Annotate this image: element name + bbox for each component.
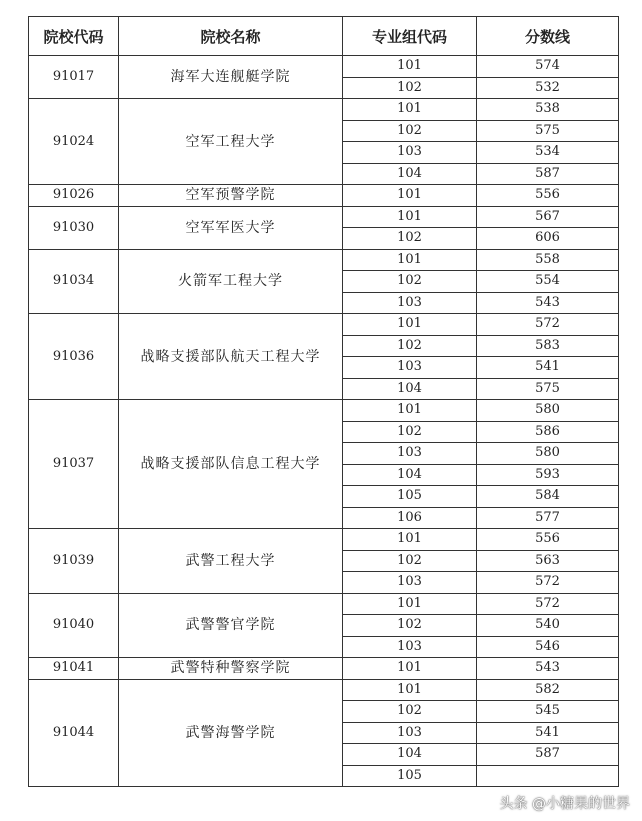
table-row <box>29 185 619 207</box>
table-row <box>29 56 619 78</box>
group-code-cell: 101 <box>343 206 477 228</box>
score-cell: 556 <box>477 529 619 551</box>
school-code-cell: 91039 <box>29 529 119 594</box>
school-code-cell: 91024 <box>29 99 119 185</box>
school-name-cell: 海军大连舰艇学院 <box>119 56 343 99</box>
school-code-cell: 91040 <box>29 593 119 658</box>
table-row <box>29 206 619 228</box>
score-cell: 538 <box>477 99 619 121</box>
score-cell: 574 <box>477 56 619 78</box>
header-group-code: 专业组代码 <box>343 17 477 56</box>
score-cell: 563 <box>477 550 619 572</box>
group-code-cell: 101 <box>343 314 477 336</box>
score-cell: 534 <box>477 142 619 164</box>
score-cell: 572 <box>477 314 619 336</box>
school-code-cell: 91030 <box>29 206 119 249</box>
school-name-cell: 空军工程大学 <box>119 99 343 185</box>
group-code-cell: 101 <box>343 658 477 680</box>
score-cell: 584 <box>477 486 619 508</box>
group-code-cell: 102 <box>343 550 477 572</box>
school-name-cell: 空军预警学院 <box>119 185 343 207</box>
group-code-cell: 101 <box>343 400 477 422</box>
header-school-name: 院校名称 <box>119 17 343 56</box>
table-row <box>29 314 619 336</box>
score-cell: 606 <box>477 228 619 250</box>
school-name-cell: 火箭军工程大学 <box>119 249 343 314</box>
school-code-cell: 91034 <box>29 249 119 314</box>
group-code-cell: 102 <box>343 701 477 723</box>
score-cell: 540 <box>477 615 619 637</box>
score-cell: 532 <box>477 77 619 99</box>
school-name-cell: 武警警官学院 <box>119 593 343 658</box>
group-code-cell: 104 <box>343 378 477 400</box>
school-name-cell: 空军军医大学 <box>119 206 343 249</box>
school-name-cell: 武警海警学院 <box>119 679 343 787</box>
header-score-line: 分数线 <box>477 17 619 56</box>
school-code-cell: 91036 <box>29 314 119 400</box>
table-row <box>29 529 619 551</box>
score-cell: 546 <box>477 636 619 658</box>
group-code-cell: 102 <box>343 421 477 443</box>
score-cell <box>477 765 619 787</box>
score-cell: 572 <box>477 572 619 594</box>
group-code-cell: 105 <box>343 765 477 787</box>
score-cell: 593 <box>477 464 619 486</box>
score-cell: 541 <box>477 722 619 744</box>
score-cell: 587 <box>477 163 619 185</box>
group-code-cell: 106 <box>343 507 477 529</box>
score-cell: 554 <box>477 271 619 293</box>
group-code-cell: 102 <box>343 77 477 99</box>
table-header <box>29 17 619 56</box>
group-code-cell: 101 <box>343 593 477 615</box>
score-cell: 572 <box>477 593 619 615</box>
group-code-cell: 104 <box>343 464 477 486</box>
score-cell: 556 <box>477 185 619 207</box>
table-row <box>29 658 619 680</box>
score-cell: 575 <box>477 120 619 142</box>
group-code-cell: 104 <box>343 163 477 185</box>
group-code-cell: 103 <box>343 722 477 744</box>
group-code-cell: 101 <box>343 529 477 551</box>
school-name-cell: 战略支援部队航天工程大学 <box>119 314 343 400</box>
group-code-cell: 101 <box>343 99 477 121</box>
school-code-cell: 91041 <box>29 658 119 680</box>
score-cell: 580 <box>477 443 619 465</box>
score-cell: 575 <box>477 378 619 400</box>
score-cell: 545 <box>477 701 619 723</box>
score-cell: 541 <box>477 357 619 379</box>
group-code-cell: 102 <box>343 120 477 142</box>
school-name-cell: 武警工程大学 <box>119 529 343 594</box>
score-cell: 586 <box>477 421 619 443</box>
group-code-cell: 103 <box>343 292 477 314</box>
school-name-cell: 武警特种警察学院 <box>119 658 343 680</box>
group-code-cell: 101 <box>343 679 477 701</box>
score-table <box>28 16 619 787</box>
school-code-cell: 91037 <box>29 400 119 529</box>
school-code-cell: 91026 <box>29 185 119 207</box>
header-school-code: 院校代码 <box>29 17 119 56</box>
group-code-cell: 103 <box>343 572 477 594</box>
group-code-cell: 102 <box>343 271 477 293</box>
header-row <box>29 17 619 56</box>
group-code-cell: 105 <box>343 486 477 508</box>
group-code-cell: 104 <box>343 744 477 766</box>
group-code-cell: 102 <box>343 228 477 250</box>
table-row <box>29 679 619 701</box>
group-code-cell: 102 <box>343 615 477 637</box>
score-cell: 577 <box>477 507 619 529</box>
score-cell: 543 <box>477 292 619 314</box>
group-code-cell: 101 <box>343 249 477 271</box>
group-code-cell: 103 <box>343 636 477 658</box>
school-code-cell: 91017 <box>29 56 119 99</box>
group-code-cell: 103 <box>343 357 477 379</box>
score-cell: 567 <box>477 206 619 228</box>
group-code-cell: 103 <box>343 142 477 164</box>
group-code-cell: 102 <box>343 335 477 357</box>
group-code-cell: 103 <box>343 443 477 465</box>
score-cell: 580 <box>477 400 619 422</box>
group-code-cell: 101 <box>343 56 477 78</box>
score-cell: 587 <box>477 744 619 766</box>
school-name-cell: 战略支援部队信息工程大学 <box>119 400 343 529</box>
score-cell: 582 <box>477 679 619 701</box>
table-row <box>29 593 619 615</box>
score-cell: 558 <box>477 249 619 271</box>
score-cell: 583 <box>477 335 619 357</box>
table-row <box>29 99 619 121</box>
watermark: 头条 @小糖果的世界 <box>499 796 630 812</box>
table-row <box>29 249 619 271</box>
table-body <box>29 56 619 787</box>
table-row <box>29 400 619 422</box>
score-cell: 543 <box>477 658 619 680</box>
group-code-cell: 101 <box>343 185 477 207</box>
school-code-cell: 91044 <box>29 679 119 787</box>
